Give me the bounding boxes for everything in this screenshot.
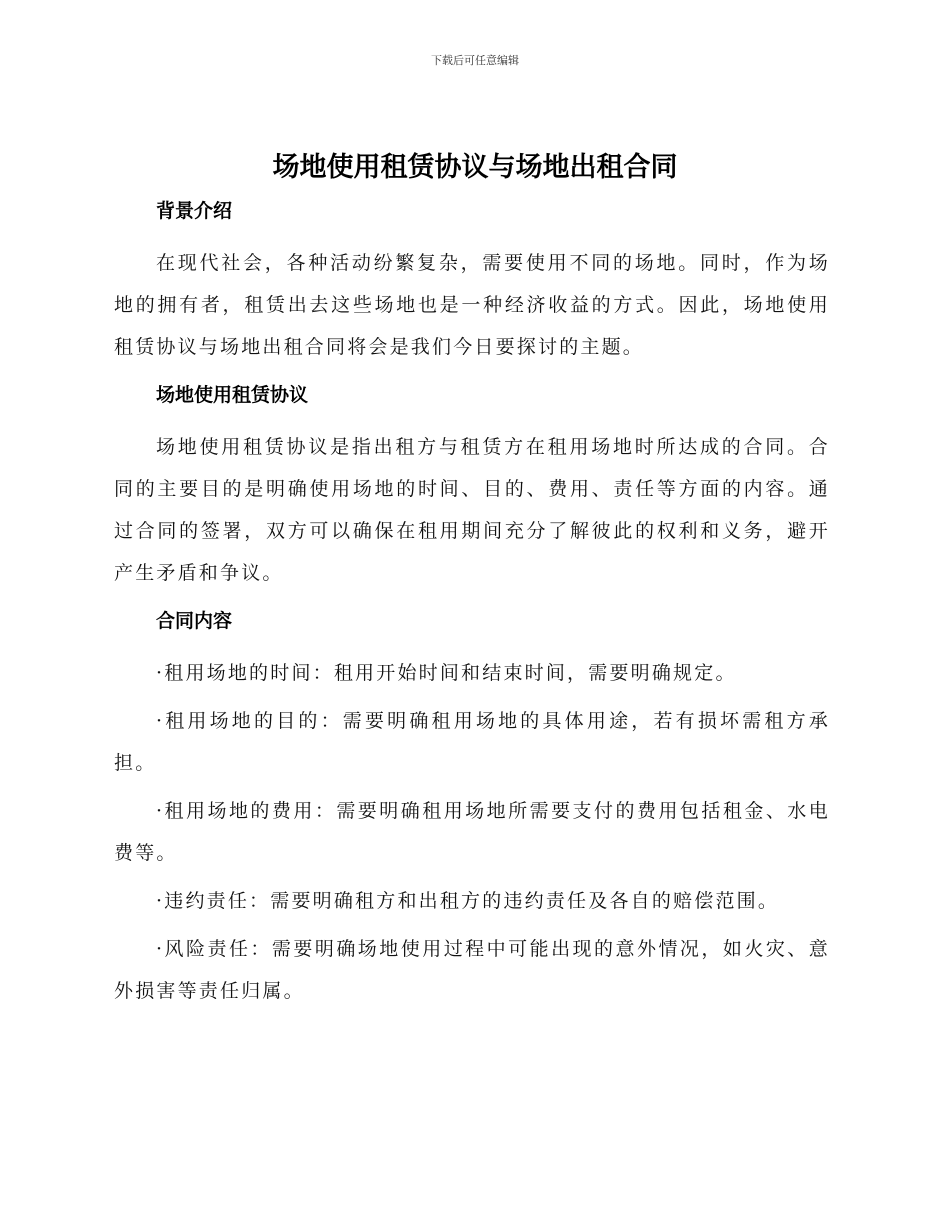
list-item-rental-time: ·租用场地的时间：租用开始时间和结束时间，需要明确规定。 — [156, 662, 737, 684]
list-item-rental-purpose: ·租用场地的目的：需要明确租用场地的具体用途，若有损坏需租方承担。 — [114, 710, 830, 774]
list-item-rental-fee: ·租用场地的费用：需要明确租用场地所需要支付的费用包括租金、水电费等。 — [114, 800, 830, 864]
list-item-breach-liability: ·违约责任：需要明确租方和出租方的违约责任及各自的赔偿范围。 — [156, 890, 780, 912]
page-header-note: 下载后可任意编辑 — [431, 54, 519, 67]
paragraph-background: 在现代社会，各种活动纷繁复杂，需要使用不同的场地。同时，作为场地的拥有者，租赁出去这些场地也是一种经济收益的方式。因此，场地使用租赁协议与场地出租合同将会是我们今日要探讨的主题。 — [114, 252, 830, 358]
list-item-risk-liability: ·风险责任：需要明确场地使用过程中可能出现的意外情况，如火灾、意外损害等责任归属。 — [114, 938, 830, 1002]
section-heading-lease-agreement: 场地使用租赁协议 — [156, 384, 309, 406]
document-title: 场地使用租赁协议与场地出租合同 — [272, 152, 678, 183]
paragraph-lease-agreement: 场地使用租赁协议是指出租方与租赁方在租用场地时所达成的合同。合同的主要目的是明确使用场地的时间、目的、费用、责任等方面的内容。通过合同的签署，双方可以确保在租用期间充分了解彼此的权利和义务，避开产生矛盾和争议。 — [114, 436, 830, 584]
document-body — [114, 194, 830, 1012]
section-heading-contract-content: 合同内容 — [156, 610, 233, 632]
section-heading-background: 背景介绍 — [156, 200, 233, 222]
